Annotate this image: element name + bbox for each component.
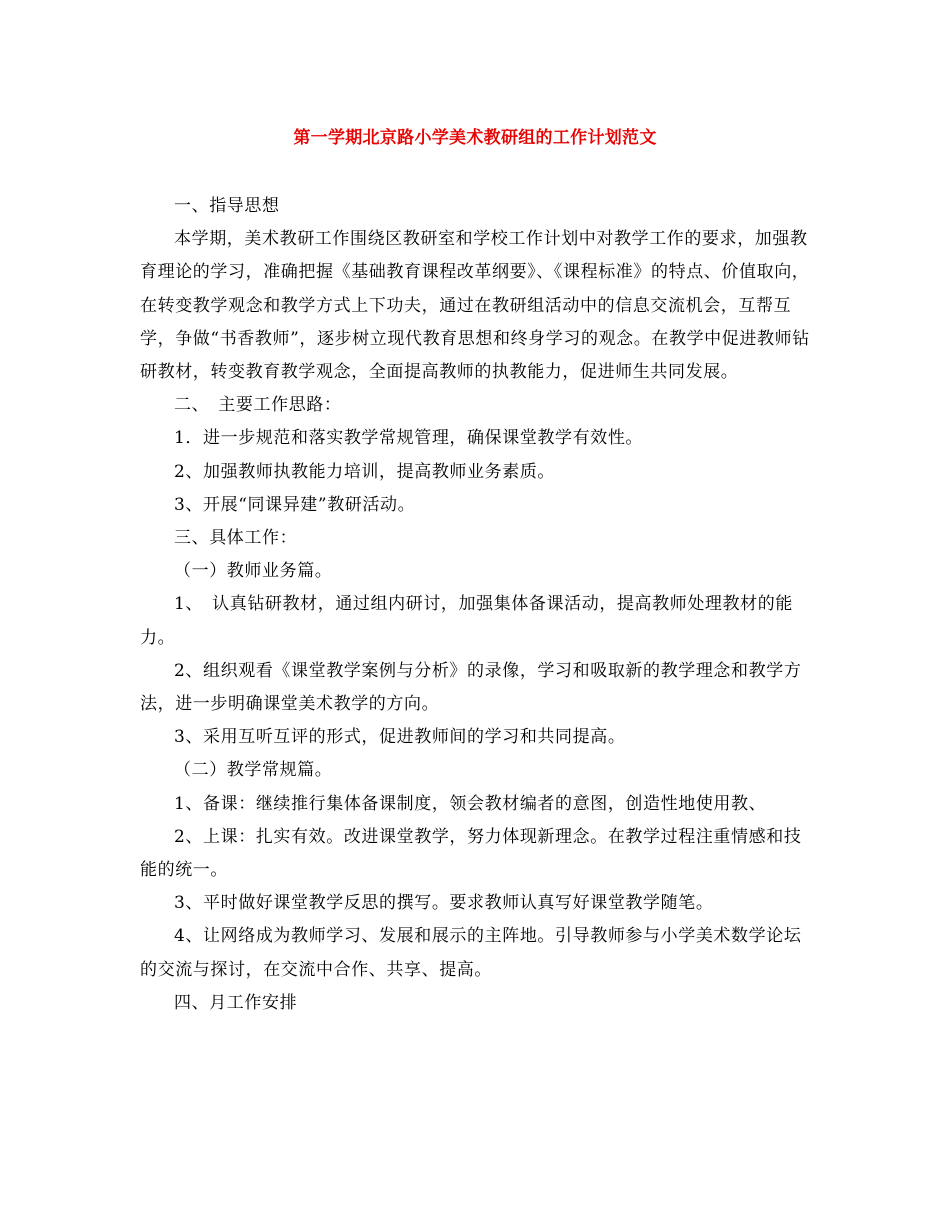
list-item-routine-3: 3、平时做好课堂教学反思的撰写。要求教师认真写好课堂教学随笔。 [174, 893, 714, 914]
list-item-routine-4: 4、让网络成为教师学习、发展和展示的主阵地。引导教师参与小学美术数学论坛的交流与探讨，在交流中合作、共享、提高。 [140, 926, 802, 980]
heading-guiding-ideology: 一、指导思想 [174, 196, 280, 216]
subheading-teaching-routine: （二）教学常规篇。 [174, 760, 333, 781]
list-item-main-idea-1: 1．进一步规范和落实教学常规管理，确保课堂教学有效性。 [174, 428, 644, 449]
heading-main-ideas: 二、 主要工作思路： [174, 395, 342, 416]
document-title: 第一学期北京路小学美术教研组的工作计划范文 [293, 128, 657, 148]
heading-monthly-schedule: 四、月工作安排 [174, 992, 298, 1013]
document-body [140, 190, 812, 1020]
list-item-routine-2: 2、上课：扎实有效。改进课堂教学，努力体现新理念。在教学过程注重情感和技能的统一。 [140, 826, 802, 881]
list-item-routine-1: 1、备课：继续推行集体备课制度，领会教材编者的意图，创造性地使用教、 [174, 793, 767, 814]
list-item-business-1: 1、 认真钻研教材，通过组内研讨，加强集体备课活动，提高教师处理教材的能力。 [140, 594, 793, 648]
list-item-main-idea-3: 3、开展“同课异建”教研活动。 [174, 494, 416, 515]
list-item-main-idea-2: 2、加强教师执教能力培训，提高教师业务素质。 [174, 461, 556, 482]
list-item-business-3: 3、采用互听互评的形式，促进教师间的学习和共同提高。 [174, 727, 626, 748]
heading-specific-work: 三、具体工作： [174, 528, 298, 549]
list-item-business-2: 2、组织观看《课堂教学案例与分析》的录像，学习和吸取新的教学理念和教学方法，进一步明确课堂美术教学的方向。 [140, 660, 802, 715]
paragraph-guiding-ideology: 本学期，美术教研工作围绕区教研室和学校工作计划中对教学工作的要求，加强教育理论的学习，准确把握《基础教育课程改革纲要》、《课程标准》的特点、价值取向，在转变教学观念和教学方式上下功夫，通过在教研组活动中的信息交流机会，互帮互学，争做“书香教师”，逐步树立现代教育思想和终身学习的观念。在教学中促进教师钻研教材，转变教育教学观念，全面提高教师的执教能力，促进师生共同发展。 [140, 229, 810, 383]
subheading-teacher-business: （一）教师业务篇。 [174, 561, 333, 582]
